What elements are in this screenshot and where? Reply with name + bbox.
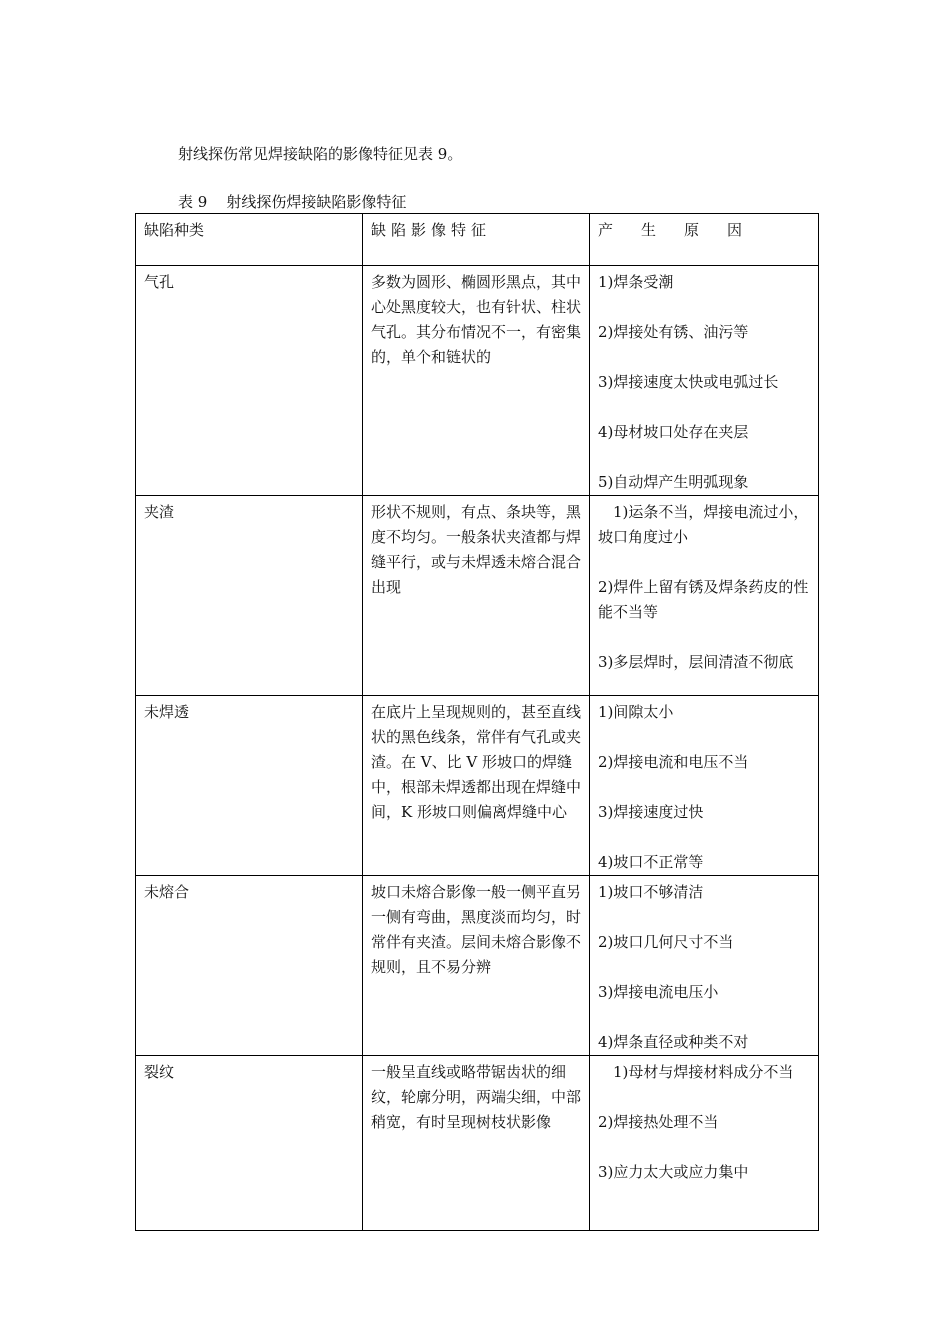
table-row (136, 876, 819, 1056)
cause-item: 2)焊接处有锈、油污等 (598, 323, 749, 341)
cause-item: 3)多层焊时，层间清渣不彻底 (598, 653, 794, 671)
table-caption: 表 9 射线探伤焊接缺陷影像特征 (178, 193, 407, 211)
defect-table (135, 213, 819, 1231)
cause-item: 2)焊接热处理不当 (598, 1113, 719, 1131)
cause-cell (590, 266, 819, 496)
cause-item: 2)焊接电流和电压不当 (598, 753, 749, 771)
feature-cell: 一般呈直线或略带锯齿状的细纹，轮廓分明，两端尖细，中部稍宽，有时呈现树枝状影像 (363, 1056, 590, 1231)
cause-item: 2)焊件上留有锈及焊条药皮的性能不当等 (598, 578, 809, 621)
table-row (136, 266, 819, 496)
feature-cell: 坡口未熔合影像一般一侧平直另一侧有弯曲，黑度淡而均匀，时常伴有夹渣。层间未熔合影像不规则，且不易分辨 (363, 876, 590, 1056)
header-defect-type: 缺陷种类 (136, 214, 363, 266)
defect-type-cell: 夹渣 (136, 496, 363, 696)
header-cause: 产生原因 (590, 214, 819, 266)
table-header-row (136, 214, 819, 266)
table-row (136, 1056, 819, 1231)
feature-cell: 形状不规则，有点、条块等，黑度不均匀。一般条状夹渣都与焊缝平行，或与未焊透未熔合混合出现 (363, 496, 590, 696)
feature-cell: 在底片上呈现规则的，甚至直线状的黑色线条，常伴有气孔或夹渣。在 V、比 V 形坡口的焊缝中，根部未焊透都出现在焊缝中间，K 形坡口则偏离焊缝中心 (363, 696, 590, 876)
defect-type-cell: 未焊透 (136, 696, 363, 876)
cause-item: 1)间隙太小 (598, 703, 674, 721)
feature-cell: 多数为圆形、椭圆形黑点，其中心处黑度较大，也有针状、柱状气孔。其分布情况不一，有密集的，单个和链状的 (363, 266, 590, 496)
cause-item: 5)自动焊产生明弧现象 (598, 473, 749, 491)
cause-item: 2)坡口几何尺寸不当 (598, 933, 734, 951)
cause-item: 3)焊接电流电压小 (598, 983, 719, 1001)
cause-item: 4)坡口不正常等 (598, 853, 704, 871)
cause-item: 1)焊条受潮 (598, 273, 674, 291)
intro-paragraph: 射线探伤常见焊接缺陷的影像特征见表 9。 (178, 145, 463, 163)
cause-item: 3)焊接速度太快或电弧过长 (598, 373, 779, 391)
table-row (136, 496, 819, 696)
cause-item: 1)坡口不够清洁 (598, 883, 704, 901)
cause-cell (590, 696, 819, 876)
cause-item: 1)运条不当，焊接电流过小，坡口角度过小 (598, 503, 809, 546)
cause-item: 1)母材与焊接材料成分不当 (613, 1063, 794, 1081)
table-row (136, 696, 819, 876)
cause-item: 3)应力太大或应力集中 (598, 1163, 749, 1181)
cause-item: 3)焊接速度过快 (598, 803, 704, 821)
header-image-feature: 缺陷影像特征 (363, 214, 590, 266)
defect-type-cell: 裂纹 (136, 1056, 363, 1231)
cause-cell (590, 1056, 819, 1231)
cause-item: 4)焊条直径或种类不对 (598, 1033, 749, 1051)
cause-item: 4)母材坡口处存在夹层 (598, 423, 749, 441)
cause-cell (590, 876, 819, 1056)
defect-type-cell: 未熔合 (136, 876, 363, 1056)
cause-cell (590, 496, 819, 696)
defect-type-cell: 气孔 (136, 266, 363, 496)
